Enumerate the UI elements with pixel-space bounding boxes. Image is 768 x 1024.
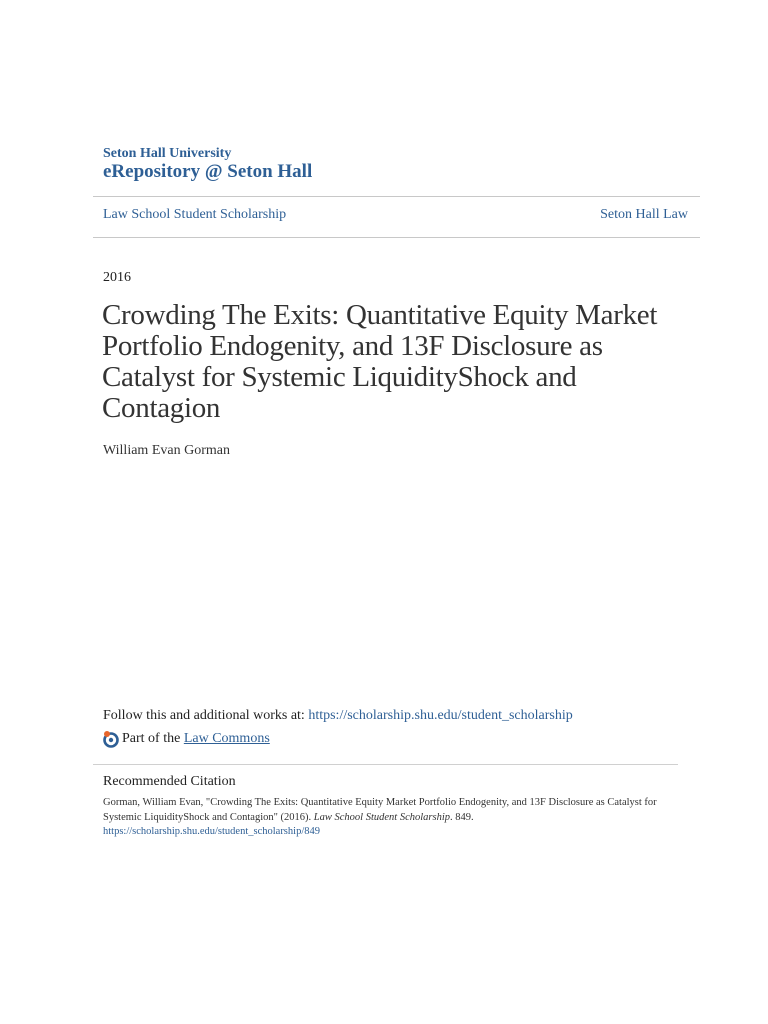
school-link[interactable]: Seton Hall Law [600,207,688,222]
document-title: Crowding The Exits: Quantitative Equity Market Portfolio Endogenity, and 13F Disclosure as Catalyst for Systemic LiquidityShock and Contagion [102,299,658,424]
citation-line-2 [103,811,673,826]
series-link[interactable]: Law School Student Scholarship [103,207,287,222]
part-of-prefix: Part of the [122,731,181,746]
follow-line [103,708,573,724]
citation-number: . 849. [450,811,474,823]
publication-year: 2016 [103,270,131,285]
citation-text [103,796,673,840]
citation-series-name: Law School Student Scholarship [313,811,450,823]
network-commons-icon [102,730,120,748]
follow-prefix: Follow this and additional works at: [103,708,309,723]
repository-name[interactable]: eRepository @ Seton Hall [103,161,313,182]
citation-line-2-text: Systemic LiquidityShock and Contagion" (2016). [103,811,314,823]
university-name[interactable]: Seton Hall University [103,146,232,161]
nav-divider [93,237,700,238]
document-author: William Evan Gorman [103,443,230,458]
header-divider [93,196,700,197]
part-of-line [102,730,270,748]
law-commons-link[interactable]: Law Commons [183,731,270,746]
citation-divider [93,764,678,765]
citation-line-1: Gorman, William Evan, "Crowding The Exits: Quantitative Equity Market Portfolio Endogenity, and 13F Disclosure as Catalyst for [103,797,657,808]
citation-url-link[interactable]: https://scholarship.shu.edu/student_scholarship/849 [103,826,320,837]
scholarship-link[interactable]: https://scholarship.shu.edu/student_scholarship [308,708,573,723]
citation-heading: Recommended Citation [103,774,236,789]
